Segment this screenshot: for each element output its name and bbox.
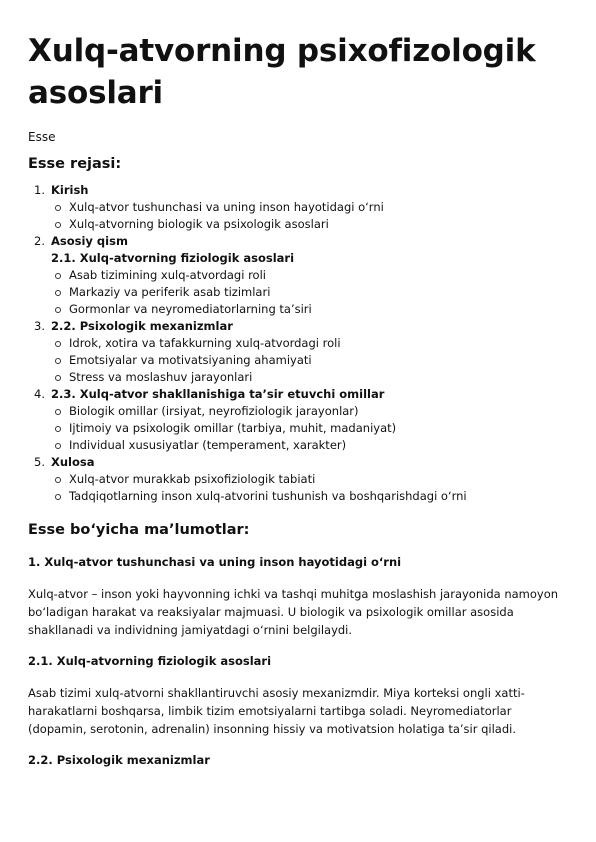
circle-bullet-icon xyxy=(55,426,61,432)
plan-heading: Esse rejasi: xyxy=(28,156,122,172)
document-page xyxy=(28,30,568,769)
plan-bullet xyxy=(51,267,568,284)
plan-bullet-text: Idrok, xotira va tafakkurning xulq-atvordagi roli xyxy=(69,336,341,350)
plan-item xyxy=(28,233,568,318)
plan-bullet-text: Tadqiqotlarning inson xulq-atvorini tushunish va boshqarishdagi o‘rni xyxy=(69,489,467,503)
plan-list xyxy=(28,182,568,505)
plan-item xyxy=(28,318,568,386)
plan-bullet-text: Markaziy va periferik asab tizimlari xyxy=(69,285,271,299)
plan-item-number: 3. xyxy=(34,319,45,333)
plan-item-label: Xulosa xyxy=(51,455,95,469)
plan-bullet xyxy=(51,471,568,488)
plan-bullet xyxy=(51,199,568,216)
circle-bullet-icon xyxy=(55,477,61,483)
plan-bullet-text: Ijtimoiy va psixologik omillar (tarbiya, muhit, madaniyat) xyxy=(69,421,397,435)
circle-bullet-icon xyxy=(55,341,61,347)
plan-bullet-text: Gormonlar va neyromediatorlarning ta’siri xyxy=(69,302,312,316)
plan-bullet xyxy=(51,284,568,301)
plan-item-label: 2.2. Psixologik mexanizmlar xyxy=(51,319,233,333)
plan-bullet xyxy=(51,216,568,233)
circle-bullet-icon xyxy=(55,205,61,211)
plan-bullet-list xyxy=(51,471,568,505)
plan-bullet xyxy=(51,488,568,505)
plan-bullet-text: Stress va moslashuv jarayonlari xyxy=(69,370,253,384)
plan-item-number: 1. xyxy=(34,183,45,197)
plan-item-number: 4. xyxy=(34,387,45,401)
plan-item-number: 2. xyxy=(34,234,45,248)
plan-bullet-text: Xulq-atvorning biologik va psixologik asoslari xyxy=(69,217,329,231)
plan-bullet xyxy=(51,301,568,318)
circle-bullet-icon xyxy=(55,307,61,313)
plan-item-label: 2.3. Xulq-atvor shakllanishiga ta’sir etuvchi omillar xyxy=(51,387,385,401)
plan-item xyxy=(28,454,568,505)
plan-item-label: Kirish xyxy=(51,183,89,197)
plan-item-number: 5. xyxy=(34,455,45,469)
section-heading: 1. Xulq-atvor tushunchasi va uning inson hayotidagi o‘rni xyxy=(28,555,402,569)
plan-bullet-text: Asab tizimining xulq-atvordagi roli xyxy=(69,268,266,282)
plan-bullet-list xyxy=(51,267,568,318)
circle-bullet-icon xyxy=(55,443,61,449)
plan-bullet xyxy=(51,352,568,369)
circle-bullet-icon xyxy=(55,409,61,415)
info-heading: Esse bo‘yicha ma’lumotlar: xyxy=(28,522,250,538)
circle-bullet-icon xyxy=(55,358,61,364)
document-title: Xulq-atvorning psixofizologik asoslari xyxy=(28,33,536,111)
section-heading: 2.1. Xulq-atvorning fiziologik asoslari xyxy=(28,654,272,668)
circle-bullet-icon xyxy=(55,375,61,381)
circle-bullet-icon xyxy=(55,290,61,296)
section-heading: 2.2. Psixologik mexanizmlar xyxy=(28,753,210,767)
circle-bullet-icon xyxy=(55,222,61,228)
plan-bullet-text: Xulq-atvor murakkab psixofiziologik tabiati xyxy=(69,472,316,486)
plan-bullet xyxy=(51,420,568,437)
plan-item xyxy=(28,386,568,454)
circle-bullet-icon xyxy=(55,494,61,500)
circle-bullet-icon xyxy=(55,273,61,279)
plan-bullet xyxy=(51,437,568,454)
plan-bullet-text: Emotsiyalar va motivatsiyaning ahamiyati xyxy=(69,353,312,367)
plan-item-subheading: 2.1. Xulq-atvorning fiziologik asoslari xyxy=(51,251,295,265)
plan-bullet-list xyxy=(51,199,568,233)
plan-bullet xyxy=(51,369,568,386)
plan-item xyxy=(28,182,568,233)
plan-bullet xyxy=(51,403,568,420)
document-subtitle: Esse xyxy=(28,130,56,144)
section-paragraph: Xulq-atvor – inson yoki hayvonning ichki va tashqi muhitga moslashish jarayonida namoyon bo‘ladigan harakat va reaksiyalar majmuasi. U biologik va psixologik omillar asosida shakllanadi va individning jamiyatdagi o‘rnini belgilaydi. xyxy=(28,587,559,637)
plan-bullet-text: Xulq-atvor tushunchasi va uning inson hayotidagi o‘rni xyxy=(69,200,384,214)
plan-bullet-list xyxy=(51,403,568,454)
plan-bullet-list xyxy=(51,335,568,386)
plan-bullet-text: Biologik omillar (irsiyat, neyrofiziologik jarayonlar) xyxy=(69,404,359,418)
plan-item-label: Asosiy qism xyxy=(51,234,128,248)
plan-bullet-text: Individual xususiyatlar (temperament, xarakter) xyxy=(69,438,347,452)
section-paragraph: Asab tizimi xulq-atvorni shakllantiruvchi asosiy mexanizmdir. Miya korteksi ongli xatti-harakatlarni boshqarsa, limbik tizim emotsiyalarni tartibga soladi. Neyromediatorlar (dopamin, serotonin, adrenalin) insonning hissiy va motivatsion holatiga ta’sir qiladi. xyxy=(28,686,525,736)
plan-bullet xyxy=(51,335,568,352)
